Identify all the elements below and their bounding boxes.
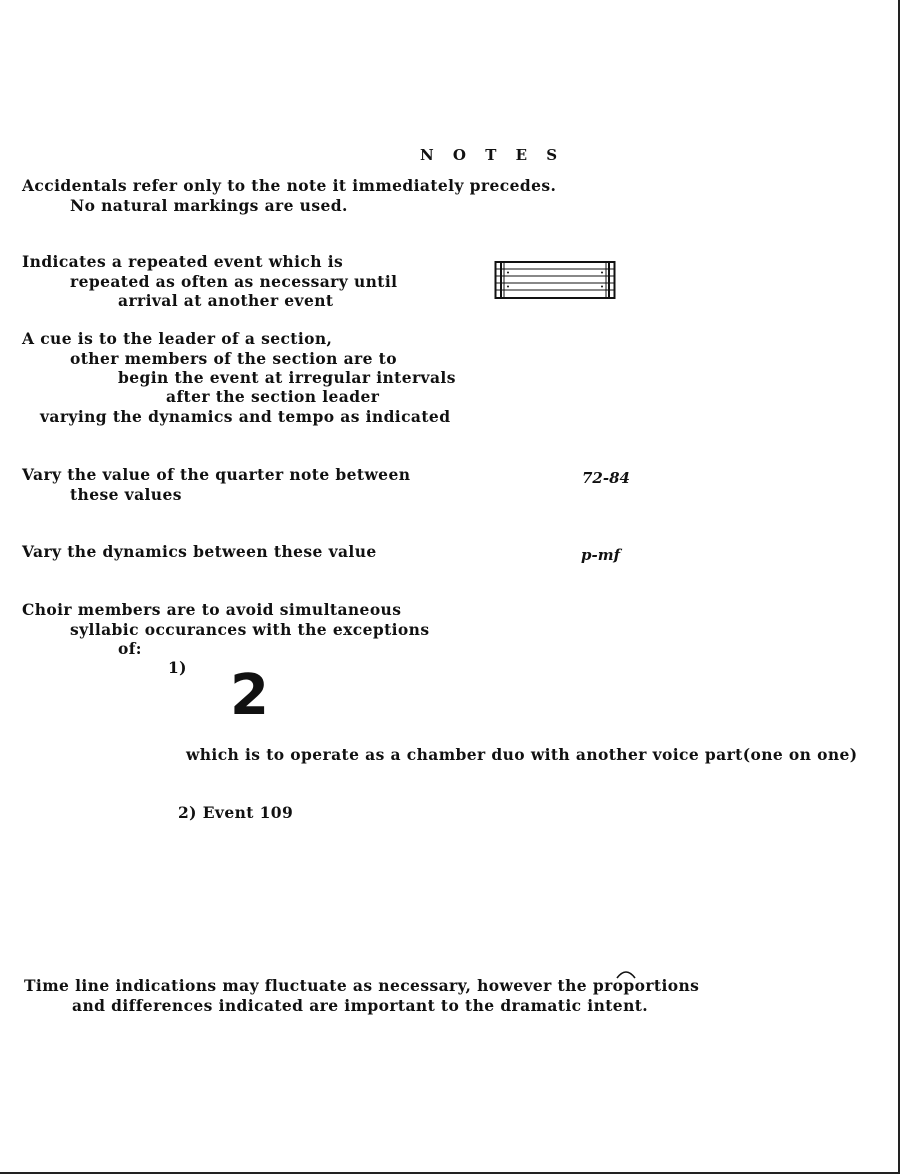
choir-line-1: Choir members are to avoid simultaneous (22, 600, 402, 619)
voice-part-two-symbol: 2 (230, 663, 270, 728)
cue-line-2: other members of the section are to (70, 349, 397, 368)
cue-line-3: begin the event at irregular intervals (118, 368, 456, 387)
repeat-line-3: arrival at another event (118, 291, 334, 310)
exception-1-text: which is to operate as a chamber duo with another voice part(one on one) (186, 745, 858, 764)
accidentals-line-1: Accidentals refer only to the note it immediately precedes. (22, 176, 557, 195)
choir-line-2: syllabic occurances with the exceptions (70, 620, 430, 639)
page-title: N O T E S (420, 146, 565, 164)
repeat-line-2: repeated as often as necessary until (70, 272, 398, 291)
timeline-line-2: and differences indicated are important to the dramatic intent. (72, 996, 649, 1015)
timeline-line-1: Time line indications may fluctuate as necessary, however the proportions (24, 976, 700, 995)
repeat-line-1: Indicates a repeated event which is (22, 252, 344, 271)
exception-2-label: 2) Event 109 (178, 803, 294, 822)
cue-line-1: A cue is to the leader of a section, (22, 329, 333, 348)
dynamics-marking: p-mf (581, 546, 621, 564)
repeat-box-symbol (494, 260, 616, 302)
accidentals-line-2: No natural markings are used. (70, 196, 348, 215)
cue-line-5: varying the dynamics and tempo as indicated (40, 407, 451, 426)
tempo-marking: 72-84 (582, 469, 630, 487)
tempo-line-2: these values (70, 485, 182, 504)
tempo-line-1: Vary the value of the quarter note between (22, 465, 411, 484)
exception-1-label: 1) (168, 658, 187, 677)
dynamics-line: Vary the dynamics between these value (22, 542, 377, 561)
cue-line-4: after the section leader (166, 387, 380, 406)
choir-line-3: of: (118, 639, 142, 658)
